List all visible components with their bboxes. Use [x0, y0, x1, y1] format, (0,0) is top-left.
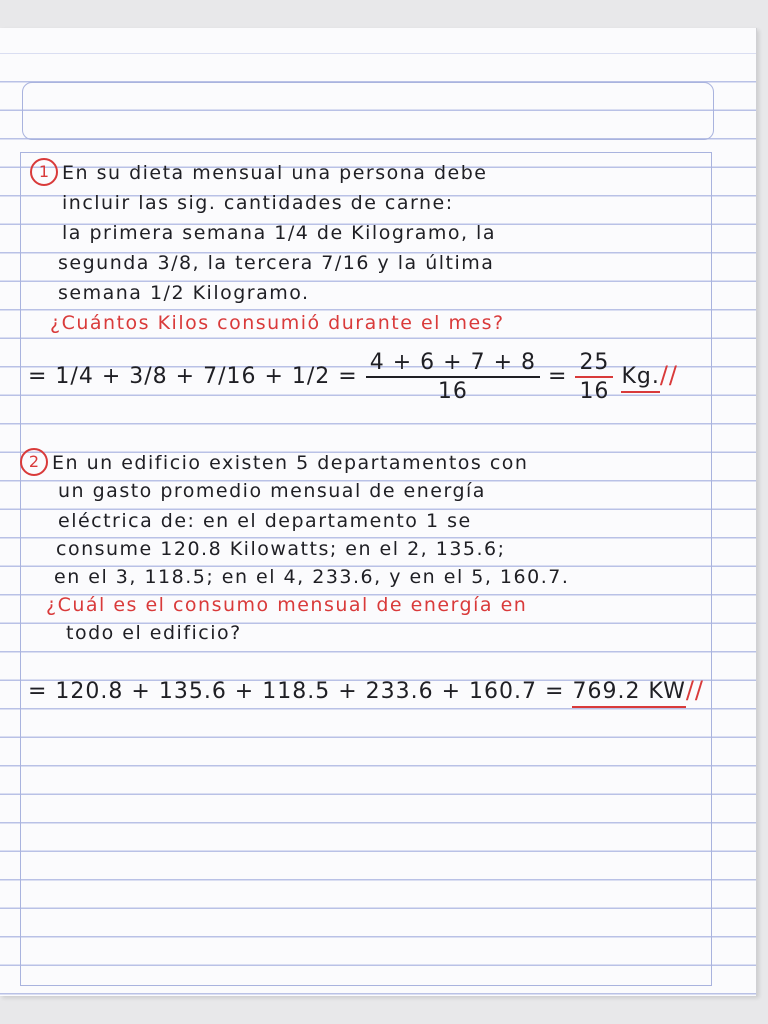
- sum-denominator: 16: [437, 379, 468, 404]
- solution-lhs: = 1/4 + 3/8 + 7/16 + 1/2 =: [28, 364, 358, 389]
- answer-denominator: 16: [579, 379, 610, 404]
- problem-1-line-4: segunda 3/8, la tercera 7/16 y la última: [58, 252, 495, 274]
- answer-total: 769.2 KW: [572, 679, 685, 708]
- answer-mark: //: [659, 361, 678, 389]
- problem-2-line-3: eléctrica de: en el departamento 1 se: [58, 510, 472, 532]
- problem-2-text: En un edificio existen 5 departamentos con: [52, 452, 529, 474]
- problem-2-question-line-1: ¿Cuál es el consumo mensual de energía en: [46, 594, 528, 616]
- problem-1-question: ¿Cuántos Kilos consumió durante el mes?: [50, 312, 505, 334]
- problem-2-line-5: en el 3, 118.5; en el 4, 233.6, y en el 5, 160.7.: [54, 566, 570, 588]
- equals-sign: =: [548, 364, 568, 389]
- problem-2-question-line-2: todo el edificio?: [66, 622, 242, 644]
- problem-1-line-1: [30, 158, 487, 186]
- sum-numerator: 4 + 6 + 7 + 8: [366, 350, 540, 378]
- header-box: [22, 82, 714, 140]
- problem-2-line-4: consume 120.8 Kilowatts; en el 2, 135.6;: [56, 538, 506, 560]
- problem-2-line-1: [20, 448, 528, 476]
- answer-numerator: 25: [575, 350, 613, 378]
- notebook-page: [0, 28, 757, 996]
- answer-mark: //: [685, 676, 704, 704]
- problem-2-line-2: un gasto promedio mensual de energía: [58, 480, 486, 502]
- problem-1-line-3: la primera semana 1/4 de Kilogramo, la: [62, 222, 496, 244]
- problem-1-solution: [28, 350, 678, 404]
- problem-1-line-2: incluir las sig. cantidades de carne:: [62, 192, 454, 214]
- problem-1-text: En su dieta mensual una persona debe: [62, 162, 488, 184]
- problem-1-number: 1: [30, 158, 58, 186]
- problem-2-solution: [28, 676, 704, 704]
- solution-sum: = 120.8 + 135.6 + 118.5 + 233.6 + 160.7 =: [28, 679, 565, 704]
- problem-2-number: 2: [20, 448, 48, 476]
- answer-fraction: [575, 350, 613, 404]
- sum-fraction: [366, 350, 540, 404]
- answer-unit: Kg.: [621, 364, 659, 393]
- problem-1-line-5: semana 1/2 Kilogramo.: [58, 282, 310, 304]
